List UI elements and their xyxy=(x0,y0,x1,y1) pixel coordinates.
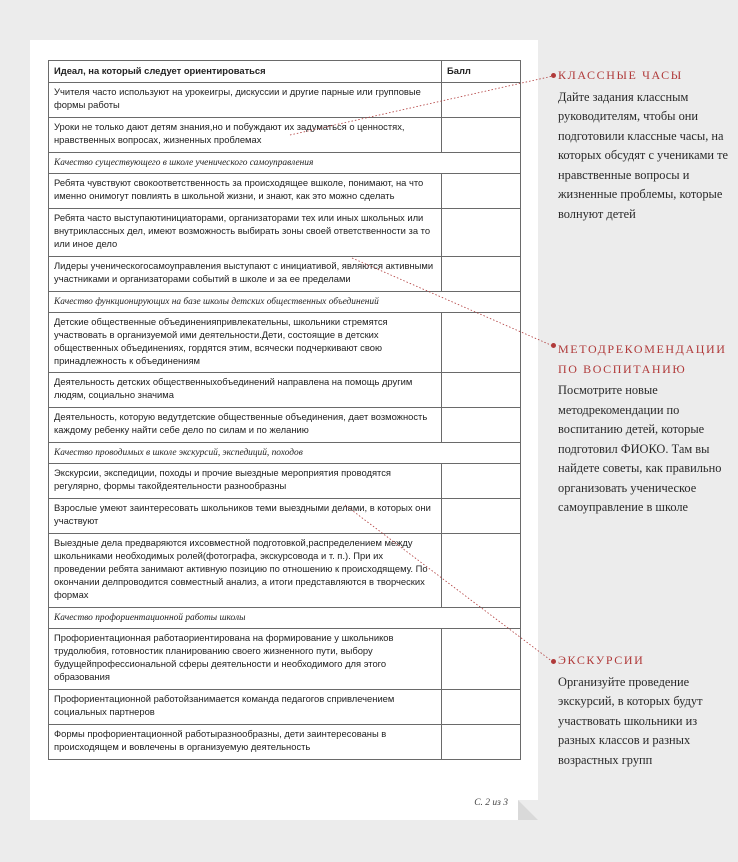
criterion-text: Выездные дела предваряются ихсовместной подготовкой,распределением между школьниками необходимых ролей(фотографа, экскурсовода и т. п.). При их проведении ребята занимают активную позицию по отношению к происходящему. По окончании делпроводится совместный анализ, а итоги представляются в творческих формах xyxy=(49,534,442,608)
note-body: Организуйте проведение экскурсий, в которых будут участвовать школьники из разных классов и разных возрастных групп xyxy=(558,674,703,767)
criterion-text: Деятельность, которую ведутдетские общественные объединения, дает возможность каждому ребенку найти себе дело по силам и по желанию xyxy=(49,408,442,443)
criterion-text: Детские общественные объединенияпривлекательны, школьники стремятся участвовать в организуемой ими деятельности.Дети, состоящие в детских общественных объединениях, гордятся этим, всячески подчеркивают свою принадлежность к объединениям xyxy=(49,312,442,373)
leader-line-method xyxy=(352,258,553,346)
note-title: КЛАССНЫЕ ЧАСЫ xyxy=(558,68,683,82)
note-body: Дайте задания классным руководителям, чтобы они подготовили классные часы, на которых обсудят с учениками те нравственные вопросы и жизненные проблемы, которые волнуют детей xyxy=(558,89,729,221)
criterion-text: Ребята часто выступаютинициаторами, организаторами тех или иных школьных или внутриклассных дел, имеют возможность выбирать зоны своей ответственности за то или иное дело xyxy=(49,208,442,256)
criterion-text: Лидеры ученическогосамоуправления выступают с инициативой, являются активными участниками и организаторами событий в школе и за ее пределами xyxy=(49,256,442,291)
leader-dot xyxy=(551,659,556,664)
criterion-text: Деятельность детских общественныхобъединений направлена на помощь другим людям, социально значима xyxy=(49,373,442,408)
criterion-text: Формы профориентационной работыразнообразны, дети заинтересованы в происходящем и вовлечены в организуемую деятельность xyxy=(49,724,442,759)
note-title: МЕТОДРЕКОМЕНДАЦИИ ПО ВОСПИТАНИЮ xyxy=(558,342,727,376)
leader-dot xyxy=(551,73,556,78)
criterion-text: Взрослые умеют заинтересовать школьников теми выездными делами, в которых они участвуют xyxy=(49,499,442,534)
leader-line-excursions xyxy=(345,505,553,662)
section-heading: Качество функционирующих на базе школы детских общественных объединений xyxy=(49,291,521,312)
section-heading: Качество существующего в школе ученического самоуправления xyxy=(49,152,521,173)
note-title: ЭКСКУРСИИ xyxy=(558,653,645,667)
note-body: Посмотрите новые методрекомендации по воспитанию детей, которые подготовил ФИОКО. Там вы найдете советы, как правильно организовать ученическое самоуправление в школе xyxy=(558,383,722,514)
section-heading: Качество проводимых в школе экскурсий, экспедиций, походов xyxy=(49,443,521,464)
header-score: Балл xyxy=(442,61,521,83)
page-number: С. 2 из 3 xyxy=(474,798,508,808)
criterion-text: Ребята чувствуют свокоответственность за происходящее вшколе, понимают, на что именно онимогут повлиять в школьной жизни, и знают, как это можно сделать xyxy=(49,173,442,208)
criterion-text: Профориентационной работойзанимается команда педагогов спривлечением социальных партнеров xyxy=(49,689,442,724)
note-method-recommendations xyxy=(558,340,734,518)
criterion-text: Уроки не только дают детям знания,но и побуждают их задуматься о ценностях, нравственных вопросах, жизненных проблемах xyxy=(49,117,442,152)
leader-line-class-hours xyxy=(290,76,553,135)
leader-dot xyxy=(551,343,556,348)
criterion-text: Учителя часто используют на урокеигры, дискуссии и другие парные или групповые формы работы xyxy=(49,83,442,118)
note-excursions xyxy=(558,651,734,770)
criterion-text: Профориентационная работаориентирована на формирование у школьников трудолюбия, готовностик планированию своего жизненного пути, выбору будущейпрофессиональной сферы деятельности и необходимого для этого образования xyxy=(49,629,442,690)
section-heading: Качество профориентационной работы школы xyxy=(49,608,521,629)
header-ideal: Идеал, на который следует ориентироваться xyxy=(49,61,442,83)
note-class-hours xyxy=(558,66,734,224)
criterion-text: Экскурсии, экспедиции, походы и прочие выездные мероприятия проводятся регулярно, формы такойдеятельности разнообразны xyxy=(49,464,442,499)
